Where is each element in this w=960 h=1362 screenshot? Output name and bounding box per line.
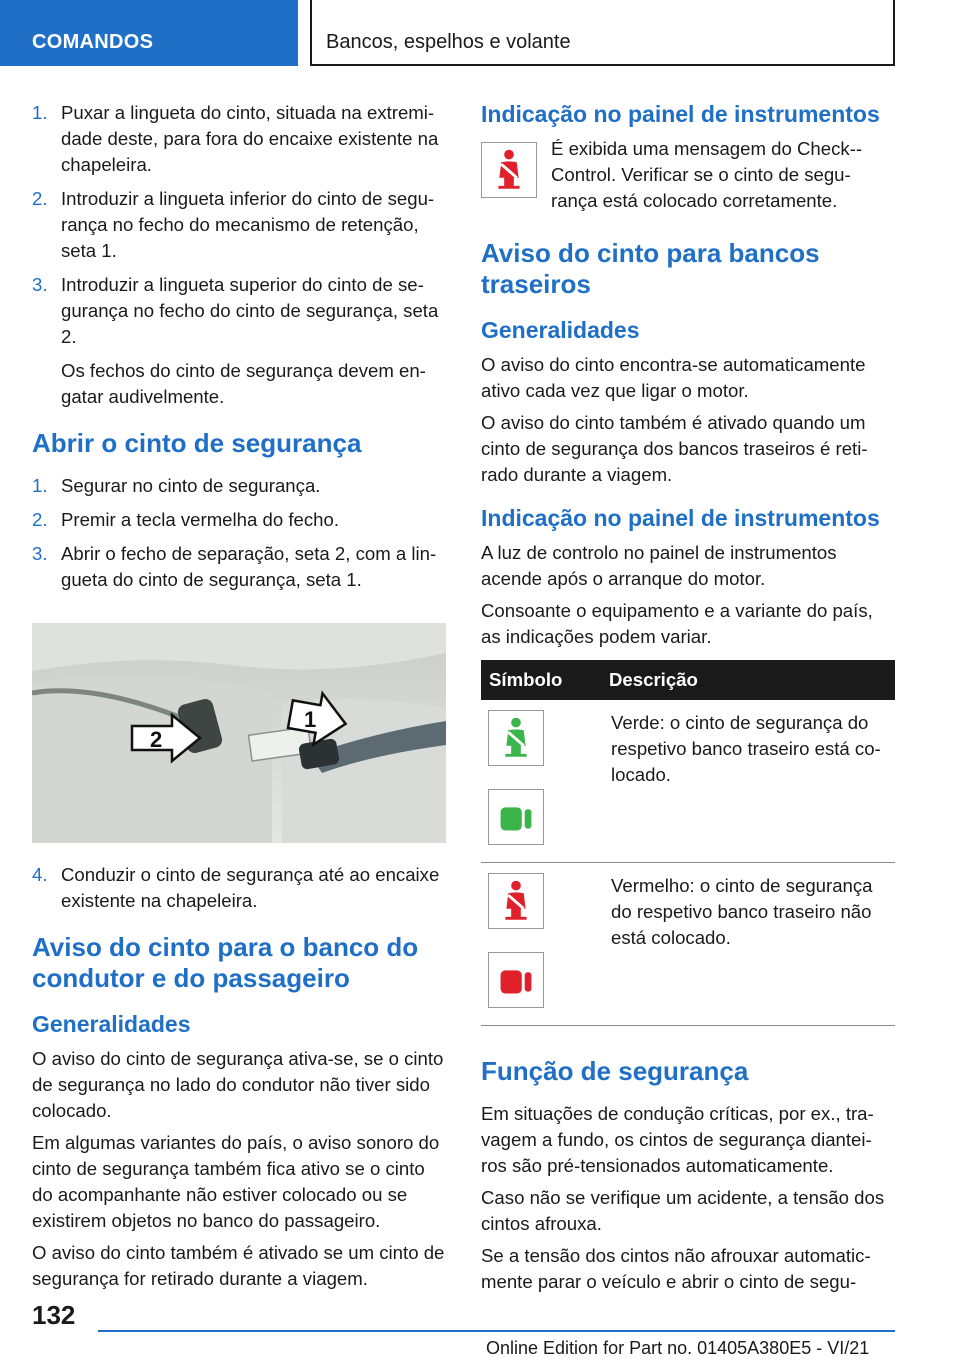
seatbelt-green-icon [488,710,544,766]
stow-steps [32,862,446,914]
heading-driver-warning: Aviso do cinto para o banco do condutor e do passageiro [32,932,419,993]
table-header-row [481,660,895,700]
header-divider [310,0,312,66]
list-item: 4. Conduzir o cinto de segurança até ao encaixe existente na chapeleira. [32,864,440,911]
heading-instrument-indicator: Indicação no painel de instrumentos [481,101,880,127]
symbol-table [481,660,895,1026]
step-note: Os fechos do cinto de segurança devem en-gatar audivelmente. [61,360,426,407]
fasten-steps [32,100,446,410]
list-item: 2. Introduzir a lingueta inferior do cinto de segu-rança no fecho do mecanismo de retenção, seta 1. [32,188,435,261]
heading-general: Generalidades [481,317,640,343]
page-header [0,0,960,66]
left-column [32,100,446,1298]
table-row [481,863,895,1026]
paragraph: O aviso do cinto encontra-se automaticamente ativo cada vez que ligar o motor. [481,354,866,401]
paragraph: Consoante o equipamento e a variante do país, as indicações podem variar. [481,600,873,647]
right-column [481,100,895,1301]
rear-seat-green-icon [488,789,544,845]
list-item: 3. Introduzir a lingueta superior do cinto de se-gurança no fecho do cinto de segurança, seta 2. Os fechos do cinto de segurança devem en-gatar audivelmente. [32,272,446,410]
header-underline [310,64,895,66]
heading-instrument-indicator-2: Indicação no painel de instrumentos [481,505,880,531]
paragraph: Caso não se verifique um acidente, a tensão dos cintos afrouxa. [481,1187,885,1234]
header-right-border [893,0,895,66]
footer-rule [98,1330,895,1332]
indicator-text: É exibida uma mensagem do Check--Control. Verificar se o cinto de segu-rança está colocado corretamente. [551,138,863,211]
rear-seat-red-icon [488,952,544,1008]
description-cell: Vermelho: o cinto de segurança do respetivo banco traseiro não está colocado. [601,863,895,1026]
edition-note: Online Edition for Part no. 01405A380E5 - VI/21 [486,1338,870,1358]
heading-rear-warning: Aviso do cinto para bancos traseiros [481,238,820,299]
heading-open-belt: Abrir o cinto de segurança [32,428,362,458]
seatbelt-red-icon [488,873,544,929]
table-row [481,700,895,863]
open-steps [32,473,446,593]
paragraph: O aviso do cinto também é ativado se um cinto de segurança for retirado durante a viagem. [32,1242,445,1289]
paragraph: Em algumas variantes do país, o aviso sonoro do cinto de segurança também fica ativo se o cinto do acompanhante não estiver colocado ou se existirem objetos no banco do passageiro. [32,1132,440,1231]
seatbelt-warning-icon [481,142,537,198]
symbol-cell [481,700,601,863]
list-item: 1. Segurar no cinto de segurança. [32,475,321,496]
arrow-1-label: 1 [304,707,317,732]
list-item: 3. Abrir o fecho de separação, seta 2, com a lin-gueta do cinto de segurança, seta 1. [32,543,437,590]
seatbelt-buckle-photo [32,623,446,843]
list-item: 1. Puxar a lingueta do cinto, situada na extremi-dade deste, para fora do encaixe existente na chapeleira. [32,102,439,175]
paragraph: Em situações de condução críticas, por ex., tra-vagem a fundo, os cintos de segurança diantei-ros são pré-tensionados automaticamente. [481,1103,874,1176]
heading-general: Generalidades [32,1011,191,1037]
arrow-2-label: 2 [150,727,163,752]
heading-safety-function: Função de segurança [481,1056,749,1086]
paragraph: A luz de controlo no painel de instrumentos acende após o arranque do motor. [481,542,837,589]
chapter-title: Bancos, espelhos e volante [326,31,571,53]
description-cell: Verde: o cinto de segurança do respetivo banco traseiro está co-locado. [601,700,895,863]
list-item: 2. Premir a tecla vermelha do fecho. [32,509,339,530]
column-header-symbol: Símbolo [481,660,601,700]
column-header-description: Descrição [601,660,895,700]
paragraph: Se a tensão dos cintos não afrouxar automatic-mente parar o veículo e abrir o cinto de segu- [481,1245,871,1292]
page-number: 132 [32,1300,76,1330]
section-tab: COMANDOS [0,0,298,66]
paragraph: O aviso do cinto de segurança ativa-se, se o cinto de segurança no lado do condutor não tiver sido colocado. [32,1048,444,1121]
symbol-cell [481,863,601,1026]
paragraph: O aviso do cinto também é ativado quando um cinto de segurança dos bancos traseiros é reti-rado durante a viagem. [481,412,868,485]
indicator-row [481,136,895,214]
